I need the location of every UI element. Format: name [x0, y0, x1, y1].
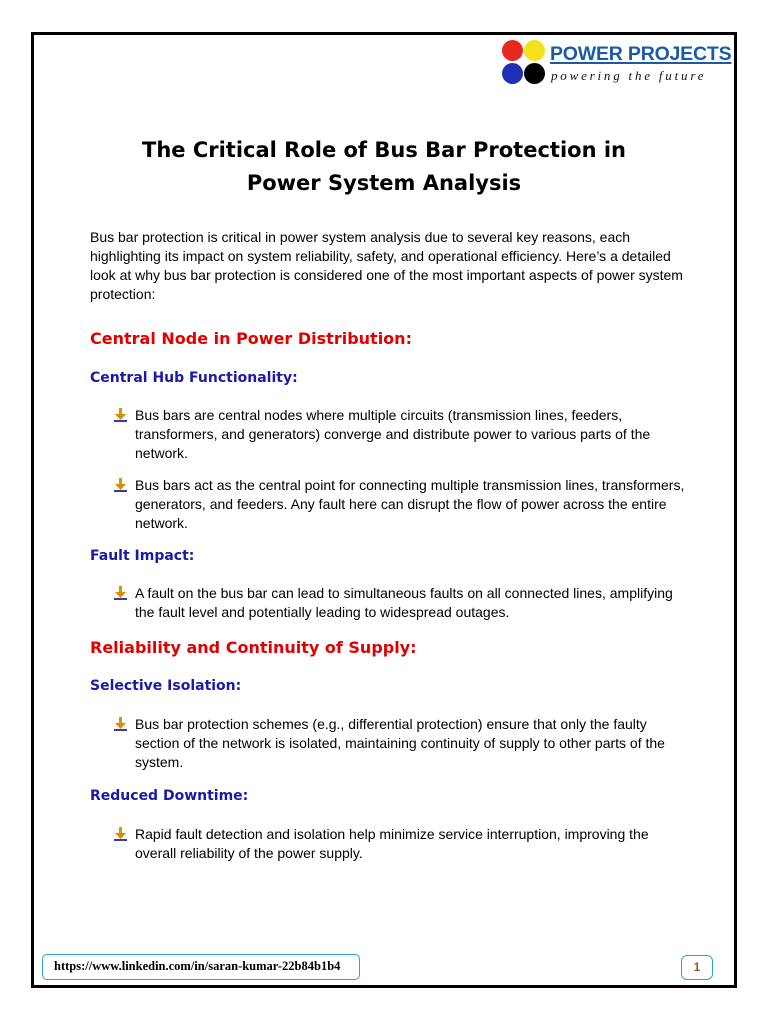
bullet-text: Bus bar protection schemes (e.g., differential protection) ensure that only the faulty section of the network is isolated, maintaining continuity of supply to other parts of the system. [135, 716, 665, 770]
down-arrow-bullet-icon [114, 478, 127, 492]
list-item [90, 406, 690, 463]
subheading-central-hub: Central Hub Functionality: [90, 370, 298, 386]
subheading-selective-isolation: Selective Isolation: [90, 678, 242, 694]
down-arrow-bullet-icon [114, 827, 127, 841]
logo-brand-text: POWER PROJECTS [550, 43, 732, 65]
bullet-text: Rapid fault detection and isolation help minimize service interruption, improving the overall reliability of the power supply. [135, 826, 649, 861]
subheading-fault-impact: Fault Impact: [90, 548, 195, 564]
intro-paragraph: Bus bar protection is critical in power system analysis due to several key reasons, each highlighting its impact on system reliability, safety, and operational efficiency. Here’s a detailed look at why bus bar protection is considered one of the most important aspects of power system protection: [90, 229, 683, 302]
logo-tagline: powering the future [551, 68, 707, 83]
list-item [90, 584, 690, 622]
power-projects-logo [502, 40, 732, 88]
logo-circles-icon [502, 40, 546, 86]
bullet-text: Bus bars are central nodes where multiple circuits (transmission lines, feeders, transformers, and generators) converge and distribute power to various parts of the network. [135, 407, 651, 461]
linkedin-link[interactable]: https://www.linkedin.com/in/saran-kumar-22b84b1b4 [42, 954, 360, 980]
down-arrow-bullet-icon [114, 717, 127, 731]
list-item [90, 476, 690, 533]
down-arrow-bullet-icon [114, 586, 127, 600]
list-item [90, 715, 690, 772]
bullet-text: A fault on the bus bar can lead to simultaneous faults on all connected lines, amplifying the fault level and potentially leading to widespread outages. [135, 585, 673, 620]
page-title [60, 134, 708, 200]
down-arrow-bullet-icon [114, 408, 127, 422]
page-number-badge: 1 [681, 955, 713, 980]
list-item [90, 825, 690, 863]
subheading-reduced-downtime: Reduced Downtime: [90, 788, 249, 804]
title-line-1: The Critical Role of Bus Bar Protection in [142, 138, 626, 162]
title-line-2: Power System Analysis [246, 171, 522, 195]
bullet-text: Bus bars act as the central point for connecting multiple transmission lines, transformers, generators, and feeders. Any fault here can disrupt the flow of power across the entire network. [135, 477, 685, 531]
section-heading-reliability: Reliability and Continuity of Supply: [90, 638, 417, 657]
section-heading-central-node: Central Node in Power Distribution: [90, 329, 412, 348]
document-body [90, 228, 690, 863]
